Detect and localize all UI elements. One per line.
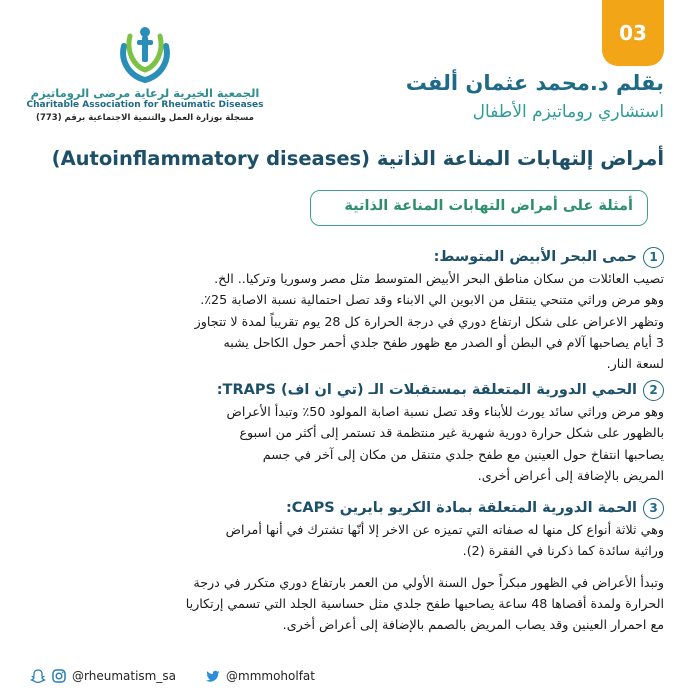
section-title: الحمة الدورية المتعلقة بمادة الكريو بايرين CAPS: xyxy=(285,500,637,516)
paragraph-line: مع احمرار العينين وقد يصاب المريض بالصمم بالإضافة إلى أعراض أخرى. xyxy=(282,617,664,633)
logo-icon xyxy=(110,26,180,84)
subtitle: أمثلة على أمراض التهابات المناعة الذاتية xyxy=(344,198,633,214)
paragraph-line: 3 أيام يصاحبها آلام في البطن أو الصدر مع ظهور طفح جلدي أحمر حول الكاحل يشبه xyxy=(223,334,664,350)
twitter-handle: @mmmoholfat xyxy=(226,669,315,683)
section-number: 1 xyxy=(643,247,664,268)
logo-english-name: Charitable Association for Rheumatic Diseases xyxy=(26,100,264,110)
association-logo xyxy=(20,26,270,126)
instagram-link[interactable] xyxy=(30,666,176,686)
instagram-handle: @rheumatism_sa xyxy=(72,669,176,683)
section-title: الحمي الدورية المتعلقة بمستقبلات الـ (تي ان اف) TRAPS: xyxy=(216,382,637,398)
section-heading xyxy=(34,497,664,519)
author-name: بقلم د.محمد عثمان ألفت xyxy=(405,71,664,95)
author-role: استشاري روماتيزم الأطفال xyxy=(472,102,664,122)
paragraph-line: وهو مرض وراثي متنحي ينتقل من الابوين الي الابناء وقد تصل احتمالية نسبة الاصابة 25٪. xyxy=(200,292,664,308)
paragraph-line: الحرارة ولمدة أقصاها 48 ساعة يصاحبها طفح جلدي مثل حساسية الجلد التي تسمي إرتكاريا xyxy=(185,595,664,611)
twitter-icon xyxy=(205,668,221,684)
paragraph-line: وهي ثلاثة أنواع كل منها له صفاته التي تميزه عن الاخر إلا أنّها تشترك في أنها أمراض xyxy=(225,522,664,537)
paragraph-line: تصيب العائلات من سكان مناطق البحر الأبيض المتوسط مثل مصر وسوريا وتركيا.. الخ. xyxy=(214,271,664,286)
page-title: أمراض إلتهابات المناعة الذاتية (Autoinflammatory diseases) xyxy=(51,147,664,170)
twitter-link[interactable] xyxy=(205,666,315,686)
section-title: حمى البحر الأبيض المتوسط: xyxy=(433,249,637,265)
paragraph-line: وراثية سائدة كما ذكرنا في الفقرة (2). xyxy=(462,543,664,559)
logo-arabic-name: الجمعية الخيرية لرعاية مرضى الروماتيزم xyxy=(30,86,260,100)
snapchat-icon xyxy=(30,668,46,684)
section-1 xyxy=(34,246,664,374)
paragraph-line: وتبدأ الأعراض في الظهور مبكراً حول السنة الأولي من العمر بارتفاع دوري متكرر في درجة xyxy=(193,574,664,590)
paragraph-line: المريض بالإضافة إلى أعراض أخرى. xyxy=(477,467,664,483)
paragraph-line: وتظهر الاعراض على شكل ارتفاع دوري في درجة الحرارة كل 28 يوم تقريباً لمدة لا تتجاوز xyxy=(194,313,664,329)
section-2 xyxy=(34,379,664,486)
section-number: 2 xyxy=(643,380,664,401)
paragraph-line: لسعة النار. xyxy=(606,356,664,372)
page-number: 03 xyxy=(619,21,647,45)
paragraph-line: بالظهور على شكل حرارة دورية شهرية غير منتظمة قد تستمر إلى أكثر من اسبوع xyxy=(239,425,664,441)
section-3 xyxy=(34,497,664,635)
page-number-badge xyxy=(602,0,664,66)
subtitle-box xyxy=(310,190,648,226)
footer xyxy=(0,660,700,690)
section-number: 3 xyxy=(643,498,664,519)
section-heading xyxy=(34,246,664,268)
section-heading xyxy=(34,379,664,401)
paragraph-line: يصاحبها انتفاخ حول العينين مع طفح جلدي متنقل من مكان إلى آخر في جسم xyxy=(262,446,664,462)
logo-registration: مسجلة بوزارة العمل والتنمية الاجتماعية برقم (773) xyxy=(36,113,254,123)
paragraph-line: وهو مرض وراثي سائد يورث للأبناء وقد تصل نسبة اصابة المولود 50٪ وتبدأ الأعراض xyxy=(226,404,664,419)
instagram-icon xyxy=(51,668,67,684)
